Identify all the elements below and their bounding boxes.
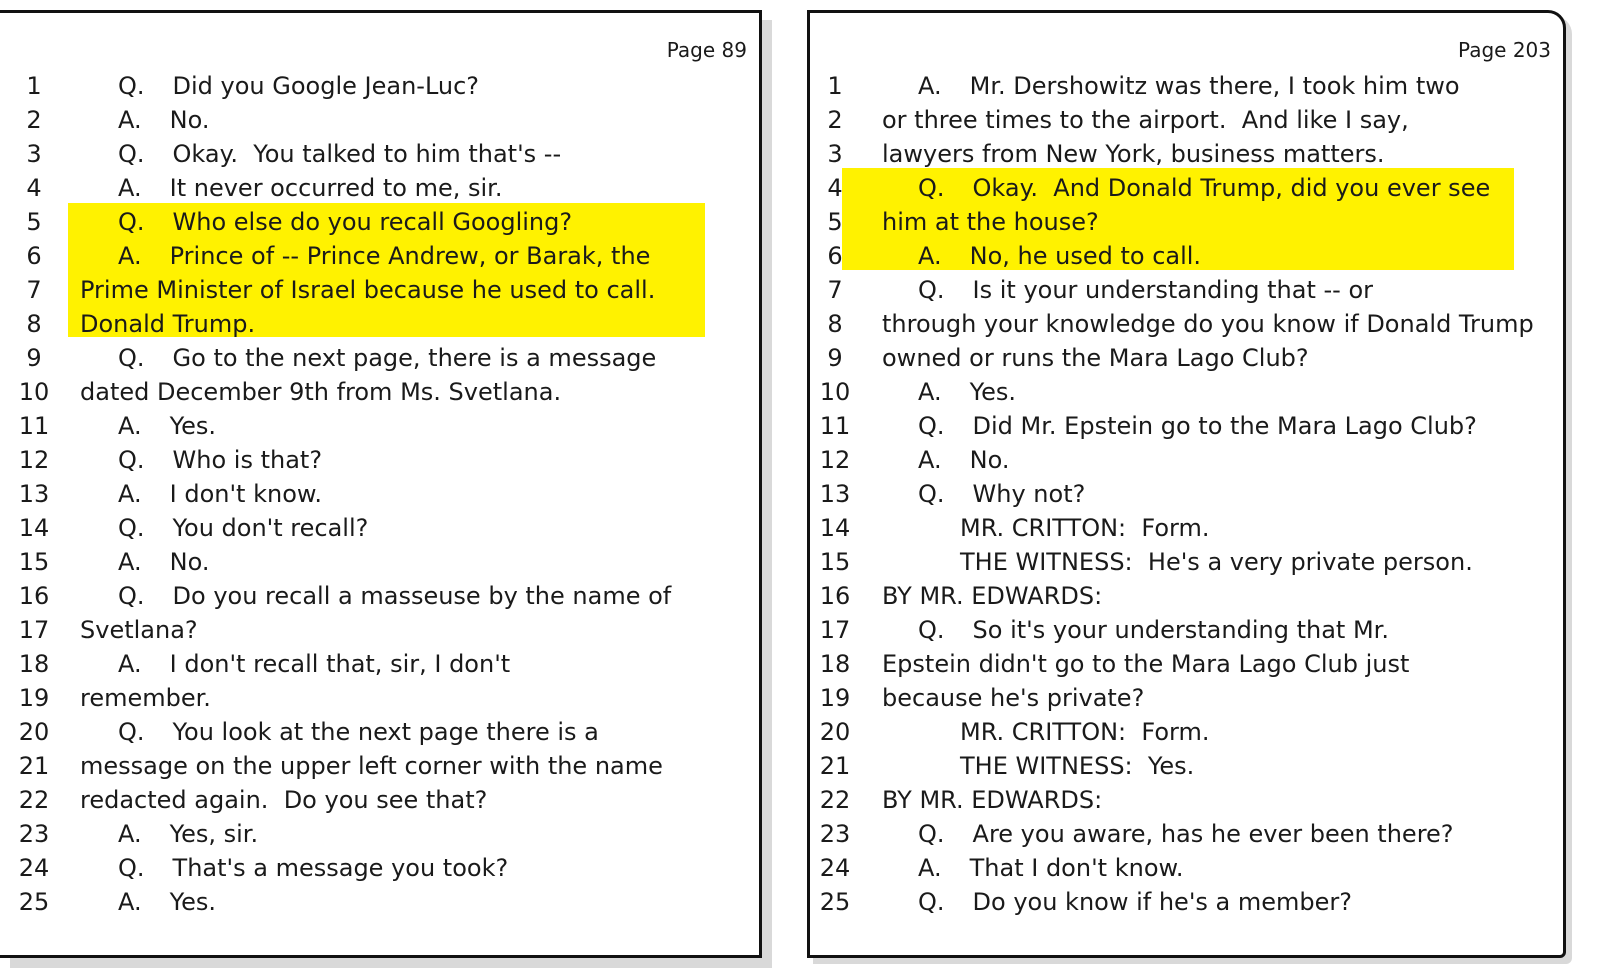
line-text (118, 885, 216, 919)
line-body: Okay. And Donald Trump, did you ever see (972, 174, 1491, 202)
transcript-line (0, 341, 759, 375)
line-body: THE WITNESS: He's a very private person. (960, 548, 1473, 576)
transcript-line (810, 375, 1563, 409)
transcript-page-right (807, 10, 1566, 958)
line-body: That's a message you took? (172, 854, 509, 882)
line-number: 5 (26, 208, 42, 236)
transcript-line (0, 409, 759, 443)
transcript-line (810, 885, 1563, 919)
line-text (118, 409, 216, 443)
speaker-prefix: A. (118, 650, 142, 678)
line-body: THE WITNESS: Yes. (960, 752, 1195, 780)
transcript-line (0, 69, 759, 103)
line-number: 4 (26, 174, 42, 202)
line-number: 22 (819, 786, 851, 814)
line-number: 7 (26, 276, 42, 304)
line-number: 23 (819, 820, 851, 848)
speaker-prefix: A. (918, 446, 942, 474)
line-body: Prince of -- Prince Andrew, or Barak, the (169, 242, 651, 270)
transcript-line (810, 817, 1563, 851)
transcript-line (810, 137, 1563, 171)
transcript-line (0, 885, 759, 919)
transcript-line (810, 409, 1563, 443)
line-text (118, 511, 368, 545)
line-text (118, 69, 479, 103)
line-number: 15 (819, 548, 851, 576)
line-text (918, 69, 1460, 103)
line-number: 12 (819, 446, 851, 474)
line-text (118, 103, 209, 137)
transcript-line (810, 749, 1563, 783)
transcript-line (810, 783, 1563, 817)
line-text (882, 647, 1409, 681)
line-number: 20 (819, 718, 851, 746)
line-body: You don't recall? (172, 514, 369, 542)
line-body: BY MR. EDWARDS: (882, 786, 1103, 814)
speaker-prefix: Q. (118, 208, 145, 236)
line-body: Who else do you recall Googling? (172, 208, 573, 236)
line-body: MR. CRITTON: Form. (960, 718, 1210, 746)
speaker-prefix: Q. (118, 582, 145, 610)
line-text (918, 409, 1477, 443)
line-text (882, 137, 1385, 171)
line-number: 1 (26, 72, 42, 100)
speaker-prefix: Q. (918, 174, 945, 202)
line-body: or three times to the airport. And like I say, (882, 106, 1409, 134)
line-body: No. (969, 446, 1010, 474)
line-number: 25 (18, 888, 50, 916)
line-text (118, 647, 510, 681)
speaker-prefix: A. (118, 242, 142, 270)
line-body: MR. CRITTON: Form. (960, 514, 1210, 542)
line-number: 5 (827, 208, 843, 236)
transcript-line (0, 613, 759, 647)
line-text (882, 341, 1309, 375)
line-text (882, 103, 1409, 137)
speaker-prefix: Q. (918, 616, 945, 644)
speaker-prefix: Q. (118, 446, 145, 474)
transcript-line (810, 273, 1563, 307)
speaker-prefix: Q. (918, 412, 945, 440)
line-text (118, 817, 258, 851)
line-text (118, 579, 671, 613)
line-body: Okay. You talked to him that's -- (172, 140, 562, 168)
speaker-prefix: Q. (118, 854, 145, 882)
line-text (118, 477, 322, 511)
line-text (80, 307, 255, 341)
line-body: Yes. (969, 378, 1016, 406)
transcript-line (0, 817, 759, 851)
speaker-prefix: Q. (118, 718, 145, 746)
transcript-line (810, 171, 1563, 205)
line-number: 3 (26, 140, 42, 168)
line-text (918, 171, 1490, 205)
line-text (118, 545, 209, 579)
speaker-prefix: Q. (918, 820, 945, 848)
line-number: 4 (827, 174, 843, 202)
speaker-prefix: A. (118, 548, 142, 576)
transcript-line (0, 137, 759, 171)
transcript-line (0, 783, 759, 817)
line-text (80, 273, 655, 307)
transcript-line (0, 681, 759, 715)
line-body: Mr. Dershowitz was there, I took him two (969, 72, 1460, 100)
line-body: You look at the next page there is a (172, 718, 599, 746)
speaker-prefix: A. (118, 412, 142, 440)
line-body: It never occurred to me, sir. (169, 174, 503, 202)
line-number: 20 (18, 718, 50, 746)
line-text (882, 783, 1102, 817)
line-number: 11 (18, 412, 50, 440)
line-body: No. (169, 106, 210, 134)
transcript-line (810, 307, 1563, 341)
transcript-line (810, 545, 1563, 579)
line-number: 7 (827, 276, 843, 304)
line-text (918, 273, 1373, 307)
line-body: dated December 9th from Ms. Svetlana. (80, 378, 562, 406)
speaker-prefix: A. (918, 242, 942, 270)
line-text (118, 205, 572, 239)
line-number: 13 (18, 480, 50, 508)
line-text (118, 341, 656, 375)
line-number: 9 (827, 344, 843, 372)
speaker-prefix: A. (918, 72, 942, 100)
line-body: Go to the next page, there is a message (172, 344, 657, 372)
line-text (118, 851, 508, 885)
speaker-prefix: A. (918, 378, 942, 406)
line-number: 8 (26, 310, 42, 338)
line-text (80, 375, 561, 409)
speaker-prefix: A. (118, 888, 142, 916)
speaker-prefix: Q. (918, 480, 945, 508)
line-body: Prime Minister of Israel because he used to call. (80, 276, 656, 304)
transcript-line (0, 647, 759, 681)
transcript-line (810, 341, 1563, 375)
speaker-prefix: Q. (118, 72, 145, 100)
line-text (918, 477, 1085, 511)
line-body: Did you Google Jean-Luc? (172, 72, 480, 100)
line-body: So it's your understanding that Mr. (972, 616, 1389, 644)
speaker-prefix: A. (118, 820, 142, 848)
transcript-line (810, 613, 1563, 647)
line-number: 10 (819, 378, 851, 406)
speaker-prefix: A. (118, 480, 142, 508)
line-body: Svetlana? (80, 616, 198, 644)
line-body: Do you recall a masseuse by the name of (172, 582, 672, 610)
transcript-line (0, 851, 759, 885)
line-number: 12 (18, 446, 50, 474)
transcript-line (0, 273, 759, 307)
line-body: Donald Trump. (80, 310, 256, 338)
speaker-prefix: A. (118, 174, 142, 202)
line-number: 17 (819, 616, 851, 644)
line-text (118, 443, 322, 477)
transcript-line (810, 647, 1563, 681)
line-text (918, 443, 1009, 477)
transcript-line (0, 443, 759, 477)
line-number: 14 (819, 514, 851, 542)
transcript-line (810, 851, 1563, 885)
line-number: 6 (26, 242, 42, 270)
transcript-line (810, 69, 1563, 103)
transcript-line (0, 171, 759, 205)
line-text (960, 749, 1194, 783)
transcript-line (0, 749, 759, 783)
line-text (882, 307, 1534, 341)
line-text (918, 613, 1389, 647)
line-body: message on the upper left corner with the name (80, 752, 663, 780)
transcript-page-left (0, 10, 762, 958)
line-body: Epstein didn't go to the Mara Lago Club just (882, 650, 1410, 678)
line-number: 2 (827, 106, 843, 134)
line-number: 23 (18, 820, 50, 848)
line-body: Did Mr. Epstein go to the Mara Lago Club? (972, 412, 1477, 440)
line-number: 3 (827, 140, 843, 168)
line-number: 24 (819, 854, 851, 882)
line-body: Who is that? (172, 446, 323, 474)
line-body: That I don't know. (969, 854, 1184, 882)
line-text (80, 749, 663, 783)
line-number: 11 (819, 412, 851, 440)
line-number: 10 (18, 378, 50, 406)
line-body: No, he used to call. (969, 242, 1202, 270)
line-text (918, 375, 1016, 409)
line-body: Yes. (169, 412, 216, 440)
line-text (118, 137, 561, 171)
transcript-line (810, 681, 1563, 715)
line-text (918, 817, 1454, 851)
transcript-line (810, 103, 1563, 137)
speaker-prefix: A. (918, 854, 942, 882)
transcript-line (810, 443, 1563, 477)
transcript-line (0, 511, 759, 545)
line-number: 19 (18, 684, 50, 712)
transcript-line (0, 205, 759, 239)
speaker-prefix: Q. (118, 344, 145, 372)
line-number: 2 (26, 106, 42, 134)
line-body: I don't know. (169, 480, 322, 508)
line-body: Yes. (169, 888, 216, 916)
line-text (118, 239, 650, 273)
line-text (80, 783, 487, 817)
transcript-line (0, 579, 759, 613)
line-body: Are you aware, has he ever been there? (972, 820, 1454, 848)
line-body: lawyers from New York, business matters. (882, 140, 1385, 168)
speaker-prefix: Q. (118, 140, 145, 168)
transcript-line (810, 579, 1563, 613)
line-text (960, 511, 1209, 545)
transcript-line (810, 239, 1563, 273)
line-number: 24 (18, 854, 50, 882)
speaker-prefix: Q. (918, 276, 945, 304)
transcript-line (0, 103, 759, 137)
line-body: Yes, sir. (169, 820, 259, 848)
line-number: 16 (18, 582, 50, 610)
transcript-line (810, 477, 1563, 511)
line-number: 18 (18, 650, 50, 678)
transcript-line (0, 545, 759, 579)
speaker-prefix: Q. (118, 514, 145, 542)
line-number: 21 (18, 752, 50, 780)
line-body: Do you know if he's a member? (972, 888, 1353, 916)
transcript-line (0, 239, 759, 273)
transcript-line (810, 511, 1563, 545)
page-number: Page 89 (666, 38, 747, 62)
line-number: 21 (819, 752, 851, 780)
line-body: Is it your understanding that -- or (972, 276, 1374, 304)
line-body: BY MR. EDWARDS: (882, 582, 1103, 610)
line-number: 9 (26, 344, 42, 372)
line-number: 25 (819, 888, 851, 916)
line-body: No. (169, 548, 210, 576)
line-text (960, 715, 1209, 749)
line-number: 19 (819, 684, 851, 712)
line-body: him at the house? (882, 208, 1099, 236)
transcript-line (0, 375, 759, 409)
speaker-prefix: Q. (918, 888, 945, 916)
line-text (882, 579, 1102, 613)
line-body: owned or runs the Mara Lago Club? (882, 344, 1309, 372)
transcript-line (0, 715, 759, 749)
line-text (918, 239, 1201, 273)
line-number: 15 (18, 548, 50, 576)
line-text (918, 885, 1352, 919)
line-text (882, 205, 1099, 239)
line-number: 22 (18, 786, 50, 814)
line-body: through your knowledge do you know if Donald Trump (882, 310, 1534, 338)
line-text (80, 613, 198, 647)
line-text (118, 171, 502, 205)
line-text (118, 715, 599, 749)
line-number: 18 (819, 650, 851, 678)
line-number: 6 (827, 242, 843, 270)
transcript-line (810, 715, 1563, 749)
page-number: Page 203 (1458, 38, 1551, 62)
line-number: 17 (18, 616, 50, 644)
transcript-line (0, 307, 759, 341)
line-text (918, 851, 1184, 885)
line-body: redacted again. Do you see that? (80, 786, 488, 814)
transcript-line (0, 477, 759, 511)
speaker-prefix: A. (118, 106, 142, 134)
line-body: I don't recall that, sir, I don't (169, 650, 511, 678)
line-number: 1 (827, 72, 843, 100)
line-text (882, 681, 1144, 715)
line-number: 16 (819, 582, 851, 610)
line-body: Why not? (972, 480, 1086, 508)
line-text (80, 681, 211, 715)
line-number: 8 (827, 310, 843, 338)
line-number: 13 (819, 480, 851, 508)
line-text (960, 545, 1473, 579)
line-number: 14 (18, 514, 50, 542)
line-body: remember. (80, 684, 211, 712)
transcript-line (810, 205, 1563, 239)
line-body: because he's private? (882, 684, 1145, 712)
